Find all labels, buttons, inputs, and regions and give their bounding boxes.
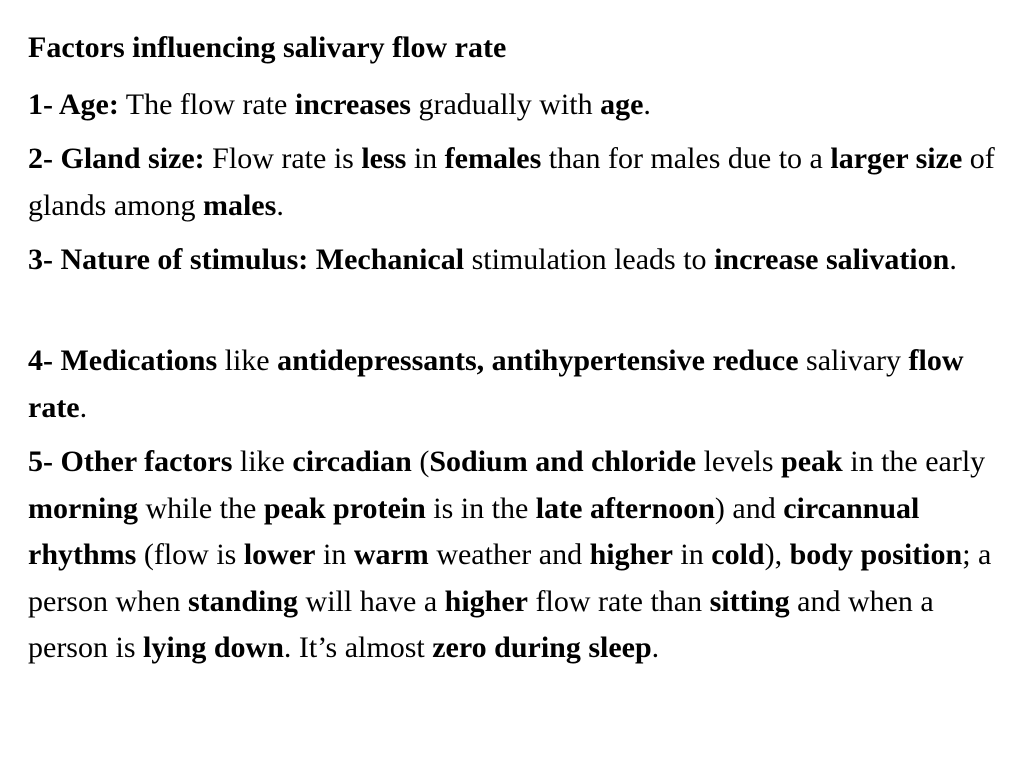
bold-text-run: higher <box>444 584 528 618</box>
bold-text-run: circannual rhythms <box>28 491 920 571</box>
text-run: like <box>232 445 293 478</box>
text-run: ) and <box>714 491 784 525</box>
factor-gland-size <box>28 136 996 229</box>
text-run: . <box>651 631 660 664</box>
factor-medications <box>28 338 996 431</box>
bold-text-run: lying down <box>143 631 284 664</box>
bold-text-run: 1- Age: <box>28 88 119 121</box>
bold-text-run: sitting <box>709 584 790 618</box>
bold-text-run: standing <box>187 584 299 618</box>
text-run: ; a person when <box>28 538 992 618</box>
text-run: stimulation leads to <box>464 243 715 276</box>
bold-text-run: males <box>202 188 277 222</box>
bold-text-run: peak <box>781 445 843 478</box>
bold-text-run: 2- Gland size: <box>28 142 205 175</box>
factor-other <box>28 439 996 672</box>
text-run: weather and <box>428 538 590 571</box>
bold-text-run: morning <box>28 491 139 525</box>
text-run: and when a person is <box>28 584 934 664</box>
text-run: while the <box>138 491 264 525</box>
text-run: Flow rate is <box>204 142 362 175</box>
text-run: gradually with <box>410 88 601 121</box>
text-run: ), <box>764 538 790 571</box>
text-run: . <box>79 390 88 424</box>
bold-text-run: age <box>600 88 644 121</box>
text-run: than for males due to a <box>541 142 831 175</box>
bold-text-run: flow rate <box>28 344 964 424</box>
text-run: The flow rate <box>118 88 295 121</box>
text-run: of glands among <box>28 142 995 222</box>
bold-text-run: 5- Other factors <box>28 445 233 478</box>
bold-text-run: peak protein <box>263 491 426 525</box>
bold-text-run: larger size <box>830 142 963 175</box>
bold-text-run: Sodium and chloride <box>429 445 697 478</box>
bold-text-run: circadian <box>292 445 412 478</box>
bold-text-run: late afternoon <box>535 491 715 525</box>
bold-text-run: zero during sleep <box>432 631 652 664</box>
factor-age <box>28 82 996 129</box>
text-run: in <box>406 142 445 175</box>
bold-text-run: less <box>361 142 407 175</box>
slide-title: Factors influencing salivary flow rate <box>28 31 507 64</box>
factor-nature-of-stimulus <box>28 237 996 284</box>
text-run: flow rate than <box>528 584 710 618</box>
text-run: in <box>672 538 712 571</box>
bold-text-run: body position <box>789 538 963 571</box>
bold-text-run: increase salivation <box>714 243 950 276</box>
bold-text-run: antidepressants, antihypertensive reduce <box>277 344 799 377</box>
bold-text-run: lower <box>243 538 316 571</box>
bold-text-run: 3- Nature of stimulus: Mechanical <box>28 243 465 276</box>
bold-text-run: higher <box>589 538 673 571</box>
bold-text-run: warm <box>353 538 429 571</box>
text-run: . <box>643 88 651 121</box>
text-run: levels <box>696 445 782 478</box>
text-run: . <box>949 243 957 276</box>
text-run: in the early <box>842 445 986 478</box>
bold-text-run: cold <box>711 538 765 571</box>
bold-text-run: 4- Medications <box>28 344 218 377</box>
text-run: is in the <box>425 491 536 525</box>
text-run: will have a <box>298 584 445 618</box>
text-run: (flow is <box>136 538 244 571</box>
text-run: ( <box>411 445 430 478</box>
text-run: in <box>315 538 354 571</box>
text-run: salivary <box>798 344 909 377</box>
bold-text-run: females <box>444 142 542 175</box>
bold-text-run: increases <box>294 88 411 121</box>
text-run: . It’s almost <box>283 631 433 664</box>
text-run: like <box>217 344 278 377</box>
text-run: . <box>276 188 284 222</box>
